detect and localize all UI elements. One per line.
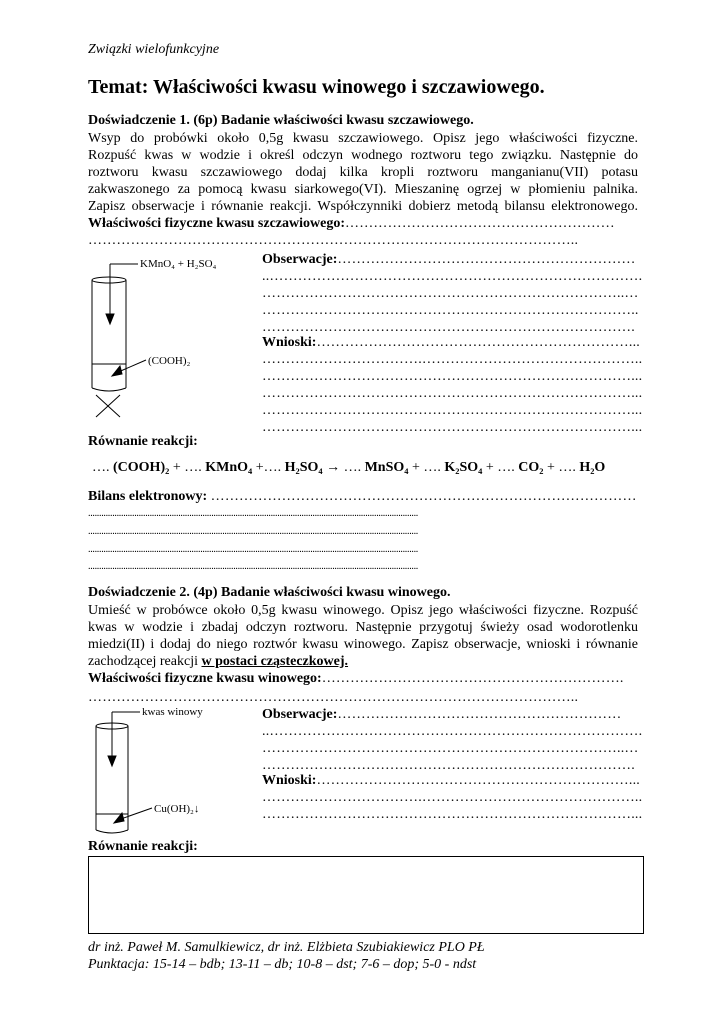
bilans-label: Bilans elektronowy:: [88, 489, 208, 504]
exp1-concl-line[interactable]: ……………………………………………………………………...: [262, 386, 643, 401]
exp2-obs-answer[interactable]: ……………………………………………………: [337, 707, 622, 722]
page-title: Temat: Właściwości kwasu winowego i szczawiowego.: [88, 76, 545, 98]
exp1-instructions: [88, 130, 638, 215]
exp1-obs-line[interactable]: ..…………………………………………………………………….: [262, 269, 643, 284]
exp2-obs-line[interactable]: …………………………………………………………………….: [262, 758, 635, 773]
exp2-phys-answer-line[interactable]: …………………………………………………………………………………………..: [88, 690, 579, 705]
exp1-phys-label: Właściwości fizyczne kwasu szczawiowego:: [88, 216, 346, 231]
exp2-line: miedzi(II) i dodaj do niego roztwór kwasu winowego. Zapisz obserwacje, wnioski i równanie: [88, 637, 638, 652]
page-header: Związki wielofunkcyjne: [88, 42, 220, 57]
stand-x-mark: [96, 395, 120, 417]
exp2-obs-line[interactable]: ..…………………………………………………………………….: [262, 724, 643, 739]
exp1-concl-line[interactable]: …………………………….………………………………………..: [262, 352, 643, 367]
exp1-concl-line[interactable]: ……………………………………………………………………...: [262, 403, 643, 418]
reaction-arrow: →: [322, 460, 344, 475]
exp2-heading: Doświadczenie 2. (4p) Badanie właściwości kwasu winowego.: [88, 585, 451, 600]
tube-1-top-label: KMnO₄ + H₂SO₄: [140, 258, 217, 270]
exp1-concl-label: Wnioski:: [262, 335, 317, 350]
exp2-obs-line[interactable]: …………………………………………………………………..…: [262, 741, 639, 756]
arrow-to-tube-top: [106, 264, 138, 324]
exp2-obs-label: Obserwacje:: [262, 707, 338, 722]
exp1-concl-line[interactable]: ……………………………………………………………………...: [262, 369, 643, 384]
exp1-equation: …. (COOH)₂ + …. KMnO₄ +…. H₂SO₄ → …. MnSO₄ + …. K₂SO₄ + …. CO₂ + …. H₂O: [92, 460, 606, 475]
tube-2-top-label: kwas winowy: [142, 706, 203, 718]
tube-1-bottom-label: (COOH)₂: [148, 355, 191, 367]
exp1-line: Wsyp do probówki około 0,5g kwasu szczawiowego. Opisz jego właściwości fizyczne.: [88, 131, 638, 146]
exp2-line: Umieść w probówce około 0,5g kwasu winowego. Opisz jego właściwości fizyczne. Rozpuść: [88, 603, 638, 618]
arrow-to-precipitate: [114, 808, 152, 823]
exp2-equation-label: Równanie reakcji:: [88, 839, 198, 854]
bilans-line[interactable]: ......................................................................................................................................................: [88, 544, 419, 555]
exp2-concl-label: Wnioski:: [262, 773, 317, 788]
exp1-line: Zapisz obserwacje i równanie reakcji. Współczynniki dobierz metodą bilansu elektronowego.: [88, 199, 638, 214]
exp2-concl-line[interactable]: ……………………………………………………………………...: [262, 807, 643, 822]
exp2-concl-line[interactable]: …………………………….………………………………………..: [262, 790, 643, 805]
exp1-line: zakwaszonego za pomocą kwasu siarkowego(VI). Mieszaninę ogrzej w płomieniu palnika.: [88, 182, 638, 197]
exp1-line: roztworu kwasu szczawiowego dodaj kilka kropli roztworu manganianu(VII) potasu: [88, 165, 638, 180]
exp2-phys-answer[interactable]: ……………………………………………………….: [321, 671, 624, 686]
exp1-heading: Doświadczenie 1. (6p) Badanie właściwości kwasu szczawiowego.: [88, 113, 474, 128]
bilans-answer[interactable]: ………………………………………………………………………………: [210, 489, 637, 504]
arrow-to-tube-2-top: [108, 712, 140, 766]
exp1-obs-line[interactable]: ……………………………………………………………………..: [262, 303, 639, 318]
exp2-line-last: zachodzącej reakcji w postaci cząsteczkowej.: [88, 654, 349, 669]
exp2-line: kwas w wodzie i zbadaj odczyn roztworu. Następnie przygotuj świeży osad wodorotlenku: [88, 620, 638, 635]
bilans-line[interactable]: ......................................................................................................................................................: [88, 508, 419, 519]
bilans-line[interactable]: ......................................................................................................................................................: [88, 561, 419, 572]
arrow-to-liquid: [112, 360, 146, 376]
exp1-obs-line[interactable]: …………………………………………………………………….: [262, 320, 635, 335]
bilans-line[interactable]: ......................................................................................................................................................: [88, 526, 419, 537]
exp2-instructions: [88, 602, 638, 670]
exp1-phys-answer[interactable]: …………………………………………………: [345, 216, 615, 231]
exp1-equation-label: Równanie reakcji:: [88, 434, 198, 449]
tube-2-bottom-label: Cu(OH)₂↓: [154, 803, 200, 815]
exp1-obs-answer[interactable]: ………………………………………………………: [337, 252, 636, 267]
exp1-phys-answer-line[interactable]: …………………………………………………………………………………………..: [88, 233, 579, 248]
footer-scoring: Punktacja: 15-14 – bdb; 13-11 – db; 10-8 – dst; 7-6 – dop; 5-0 - ndst: [88, 957, 477, 972]
equation-answer-box[interactable]: [88, 856, 644, 934]
exp2-concl-answer[interactable]: …………………………………………………………...: [316, 773, 640, 788]
exp1-concl-line[interactable]: ……………………………………………………………………...: [262, 420, 643, 435]
exp1-line: Rozpuść kwas w wodzie i określ odczyn wodnego roztworu tego związku. Następnie do: [88, 148, 638, 163]
test-tube-1-diagram: [84, 252, 254, 422]
exp2-phys-label: Właściwości fizyczne kwasu winowego:: [88, 671, 322, 686]
test-tube-2-diagram: [88, 702, 238, 842]
exp1-obs-line[interactable]: …………………………………………………………………..…: [262, 286, 639, 301]
exp1-obs-label: Obserwacje:: [262, 252, 338, 267]
exp1-concl-answer[interactable]: …………………………………………………………...: [316, 335, 640, 350]
footer-authors: dr inż. Paweł M. Samulkiewicz, dr inż. Elżbieta Szubiakiewicz PLO PŁ: [88, 940, 485, 955]
